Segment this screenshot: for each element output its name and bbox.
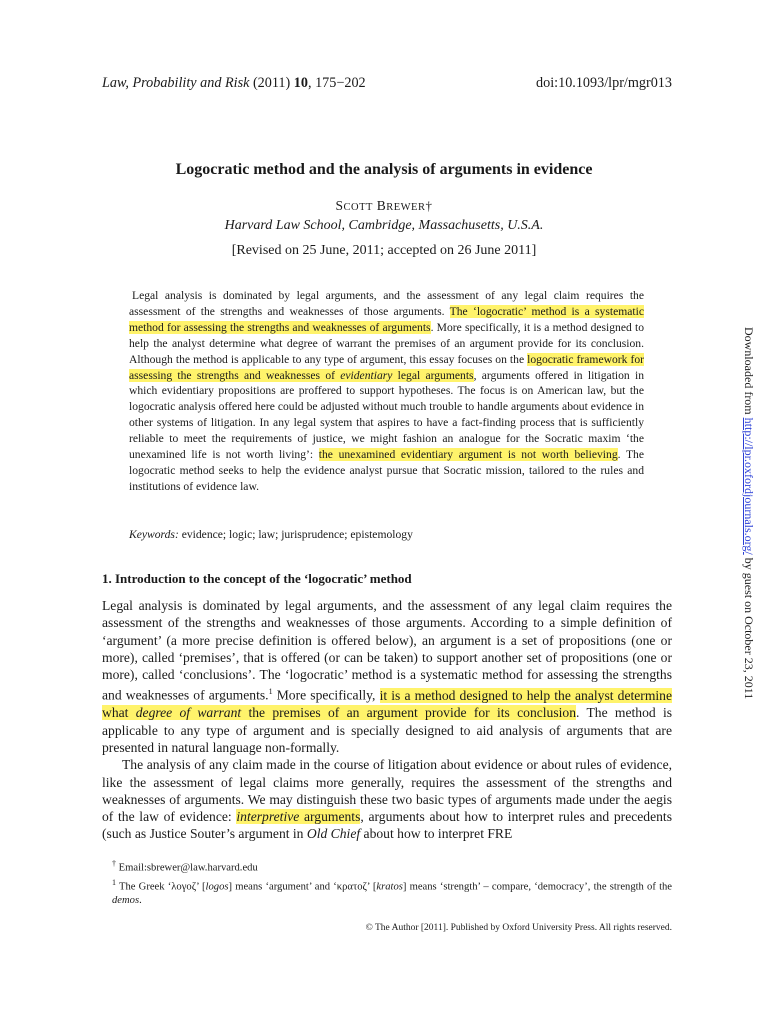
paragraph: Legal analysis is dominated by legal arguments, and the assessment of any legal claim requires the assessment of the strengths and weaknesses of those arguments. According to a simple definition of ‘argument’ (a more precise definition is offered below), an argument is a set of propositions (one or more), called ‘premises’, that is offered (or can be taken) to support another set of propositions (one or more), called ‘conclusions’. The ‘logocratic’ method is a systematic method for assessing the strengths and weaknesses of arguments.$^1$ More specifically, it is a method designed to help the analyst determine what degree of warrant the premises of an argument provide for its conclusion. The method is applicable to any type of argument and is specially designed to aid analysis of arguments that are presented in natural language non-formally. (102, 598, 673, 755)
highlight: The ‘logocratic’ method is a systematic method for assessing the strengths and weaknesses of arguments (129, 304, 644, 334)
keywords: Keywords: evidence; logic; law; jurisprudence; epistemology (129, 528, 413, 541)
download-watermark: Downloaded from http://lpr.oxfordjournals.org/ by guest on October 23, 2011 (742, 327, 756, 700)
body-text (102, 597, 672, 843)
footnotes (102, 857, 672, 908)
highlight: logocratic framework for assessing the strengths and weaknesses of evidentiary legal arguments (129, 352, 644, 382)
affiliation: Harvard Law School, Cambridge, Massachusetts, U.S.A. (224, 218, 544, 233)
journal-year: (2011) (252, 75, 291, 91)
author-name: SCOTT BREWER† (335, 198, 433, 213)
paper-title: Logocratic method and the analysis of arguments in evidence (175, 161, 593, 178)
footnote-ref: 1 (268, 687, 273, 697)
journal-name: Law, Probability and Risk (102, 75, 250, 91)
doi: doi:10.1093/lpr/mgr013 (536, 75, 672, 91)
journal-link[interactable]: http://lpr.oxfordjournals.org/ (742, 417, 756, 555)
revision-dates: [Revised on 25 June, 2011; accepted on 26 June 2011] (231, 243, 537, 258)
journal-pages: , 175−202 (307, 75, 366, 91)
section-heading: 1. Introduction to the concept of the ‘logocratic’ method (102, 571, 412, 586)
highlight: it is a method designed to help the analyst determine what degree of warrant the premises of an argument provide for its conclusion (102, 688, 672, 721)
journal-volume: 10 (293, 75, 308, 91)
footnote-1: $^1$ The Greek ‘λογοζ’ [logos] means ‘argument’ and ‘κρατοζ’ [kratos] means ‘strength’ – compare, ‘democracy’, the strength of the demos. (112, 877, 673, 907)
copyright: © The Author [2011]. Published by Oxford University Press. All rights reserved. (365, 923, 672, 933)
footnote-email: † Email:sbrewer@law.harvard.edu (112, 859, 258, 874)
author-mark: † (425, 198, 433, 213)
highlight: interpretive arguments (236, 809, 361, 825)
running-head (102, 74, 672, 92)
paragraph: The analysis of any claim made in the course of litigation about evidence or about rules of evidence, like the assessment of legal claims more generally, requires the assessment of the strengths and weaknesses of arguments. We may distinguish these two basic types of arguments made under the aegis of the law of evidence: interpretive arguments, arguments about how to interpret rules and precedents (such as Justice Souter’s argument in Old Chief about how to interpret FRE (102, 757, 672, 842)
highlight: the unexamined evidentiary argument is not worth believing (318, 448, 618, 462)
abstract: Legal analysis is dominated by legal arguments, and the assessment of any legal claim requires the assessment of the strengths and weaknesses of those arguments. The ‘logocratic’ method is a systematic method for assessing the strengths and weaknesses of arguments. More specifically, it is a method designed to help the analyst determine what degree of warrant the premises of an argument provide for its conclusion. Although the method is applicable to any type of argument, this essay focuses on the logocratic framework for assessing the strengths and weaknesses of evidentiary legal arguments, arguments offered in litigation in which evidentiary propositions are proffered to support hypotheses. The focus is on American law, but the logocratic analysis offered here could be adjusted without much trouble to handle arguments about evidence in other systems of litigation. In any legal system that aspires to have a fact-finding process that is sufficiently reliable to meet the requirements of justice, we might fashion an analogue for the Socratic maxim ‘the unexamined life is not worth living’: the unexamined evidentiary argument is not worth believing. The logocratic method seeks to help the evidence analyst pursue that Socratic mission, tailored to the rules and institutions of evidence law. (129, 289, 645, 493)
